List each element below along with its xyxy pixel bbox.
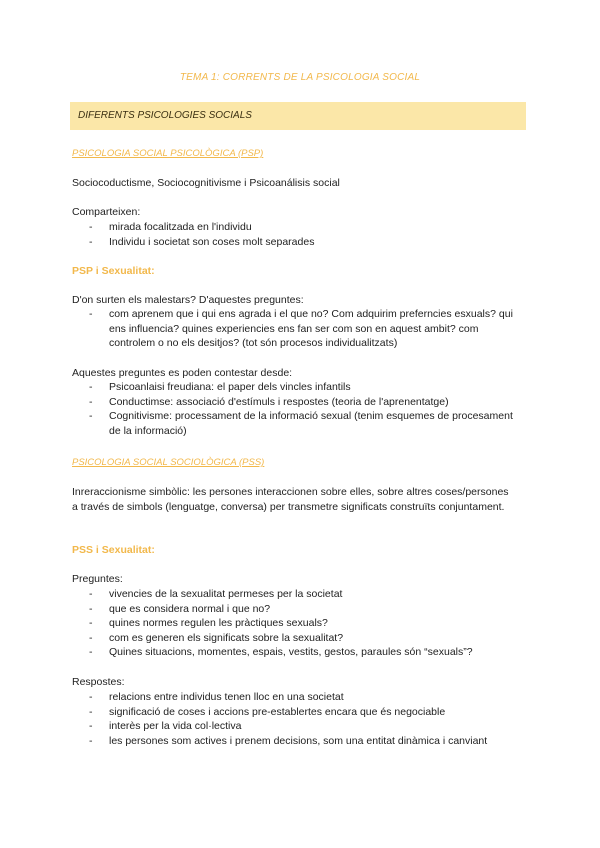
- psp-intro: Sociocoductisme, Sociocognitivisme i Psicoanálisis social: [72, 177, 340, 189]
- psp-answers-list: [72, 380, 522, 438]
- list-item: - com es generen els significats sobre la sexualitat?: [89, 631, 344, 644]
- pss-intro: Inreraccionisme simbòlic: les persones interaccionen sobre elles, sobre altres coses/persones a través de simbols (lenguatge, conversa) per transmetre significats construïts conjuntament.: [72, 486, 509, 513]
- section-banner: [70, 102, 526, 130]
- list-item: - Psicoanlaisi freudiana: el paper dels vincles infantils: [89, 381, 351, 393]
- list-item: - que es considera normal i que no?: [89, 602, 271, 615]
- page-title: TEMA 1: CORRENTS DE LA PSICOLOGIA SOCIAL: [179, 72, 421, 83]
- list-item: - les persones som actives i prenem decisions, som una entitat dinàmica i canviant: [89, 734, 488, 747]
- psp-shared-label: Comparteixen:: [72, 206, 141, 218]
- psp-question-intro: D'on surten els malestars? D'aquestes preguntes:: [72, 294, 304, 306]
- list-item: - Conductimse: associació d'estímuls i respostes (teoria de l'aprenentatge): [89, 395, 449, 408]
- pss-questions-label: Preguntes:: [72, 573, 123, 585]
- psp-answers-intro: Aquestes preguntes es poden contestar desde:: [72, 367, 293, 379]
- list-item: - mirada focalitzada en l'individu: [89, 221, 252, 233]
- psp-shared-list: [72, 220, 522, 249]
- list-item: - quines normes regulen les pràctiques sexuals?: [89, 617, 328, 629]
- list-item: - interès per la vida col·lectiva: [89, 720, 242, 732]
- pss-heading: PSICOLOGIA SOCIAL SOCIOLÒGICA (PSS): [72, 457, 265, 468]
- list-item: - Individu i societat son coses molt separades: [89, 235, 315, 248]
- list-item: - Quines situacions, momentes, espais, vestits, gestos, paraules són “sexuals”?: [89, 646, 473, 658]
- list-item: - significació de coses i accions pre-establertes encara que és negociable: [89, 705, 446, 718]
- pss-sexuality-heading: PSS i Sexualitat:: [72, 544, 155, 556]
- pss-answers-label: Respostes:: [72, 676, 125, 688]
- psp-heading: PSICOLOGIA SOCIAL PSICOLÒGICA (PSP): [72, 148, 264, 159]
- pss-answers-list: [72, 690, 522, 748]
- list-item: - relacions entre individus tenen lloc en una societat: [89, 691, 344, 703]
- psp-sexuality-heading: PSP i Sexualitat:: [72, 265, 155, 277]
- list-item: - Cognitivisme: processament de la informació sexual (tenim esquemes de procesament de la informació): [89, 410, 513, 437]
- list-item: - com aprenem que i qui ens agrada i el que no? Com adquirim preferncies esxuals? qui ens influencia? quines experiencies ens fan ser com son en aquest ambit? com controlem o no els desitjos? (tot són procesos individualitzats): [89, 308, 513, 349]
- banner-label: DIFERENTS PSICOLOGIES SOCIALS: [78, 110, 252, 121]
- pss-questions-list: [72, 587, 522, 660]
- psp-question-list: [72, 307, 522, 351]
- list-item: - vivencies de la sexualitat permeses per la societat: [89, 588, 343, 600]
